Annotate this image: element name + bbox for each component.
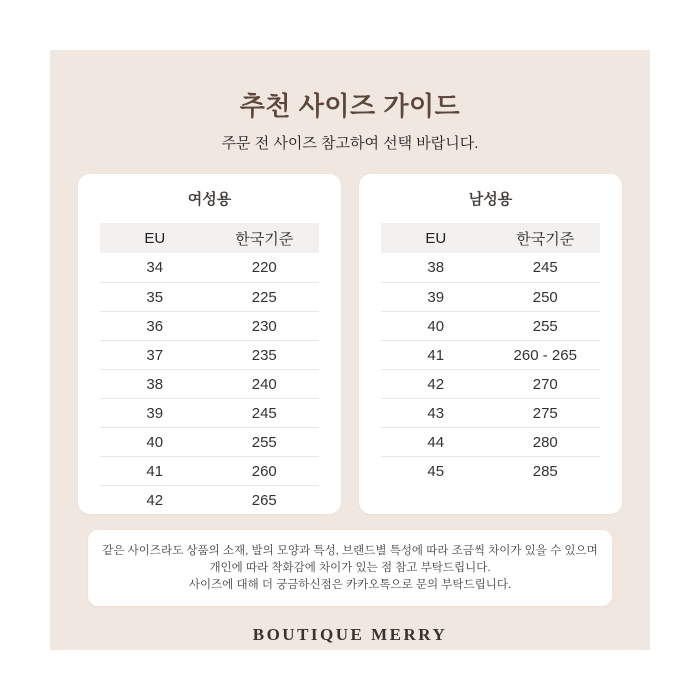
table-cell: 37	[146, 346, 164, 364]
notice-line: 같은 사이즈라도 상품의 소재, 발의 모양과 특성, 브랜드별 특성에 따라 조금씩 차이가 있을 수 있으며	[102, 544, 598, 557]
table-cell: 34	[146, 259, 164, 276]
table-row	[381, 282, 600, 311]
table-row	[381, 427, 600, 456]
table-cell: 42	[146, 491, 164, 509]
table-row	[100, 340, 319, 369]
women-size-card	[78, 174, 341, 514]
title-block	[50, 50, 650, 153]
table-cell: 255	[532, 317, 558, 335]
page-title: 추천 사이즈 가이드	[239, 91, 461, 121]
table-cell: 39	[146, 404, 164, 422]
table-cell: 38	[146, 375, 164, 393]
women-table-header	[100, 223, 319, 253]
table-row	[381, 456, 600, 485]
table-row	[100, 369, 319, 398]
table-row	[100, 456, 319, 485]
table-row	[100, 398, 319, 427]
table-cell: 235	[251, 346, 277, 364]
table-cell: 45	[427, 462, 445, 480]
men-size-table	[381, 223, 600, 485]
table-cell: 245	[251, 404, 277, 422]
column-header-kr: 한국기준	[235, 230, 294, 248]
page-subtitle: 주문 전 사이즈 참고하여 선택 바랍니다.	[221, 135, 479, 152]
men-size-card	[359, 174, 622, 514]
table-cell: 43	[427, 404, 445, 422]
notice-line: 개인에 따라 착화감에 차이가 있는 점 참고 부탁드립니다.	[209, 561, 491, 574]
table-row	[100, 282, 319, 311]
table-cell: 250	[532, 288, 558, 306]
column-header-kr: 한국기준	[516, 230, 575, 248]
women-table-title: 여성용	[187, 191, 232, 208]
table-row	[381, 311, 600, 340]
table-cell: 38	[427, 259, 445, 276]
table-cell: 36	[146, 317, 164, 335]
table-cell: 44	[427, 433, 445, 451]
table-cell: 280	[532, 433, 558, 451]
table-row	[381, 369, 600, 398]
men-table-body	[381, 253, 600, 485]
men-table-header	[381, 223, 600, 253]
table-cell: 40	[146, 433, 164, 451]
notice-line: 사이즈에 대해 더 궁금하신점은 카카오톡으로 문의 부탁드립니다.	[188, 578, 512, 591]
women-size-table	[100, 223, 319, 514]
table-cell: 230	[251, 317, 277, 335]
table-row	[100, 485, 319, 514]
table-row	[100, 311, 319, 340]
table-cell: 220	[251, 259, 277, 276]
table-row	[381, 340, 600, 369]
table-row	[381, 253, 600, 282]
table-cell: 41	[146, 462, 164, 480]
brand-logo-text: BOUTIQUE MERRY	[252, 625, 448, 644]
table-row	[100, 427, 319, 456]
table-cell: 275	[532, 404, 558, 422]
table-row	[381, 398, 600, 427]
size-notice-box	[88, 530, 612, 606]
table-cell: 40	[427, 317, 445, 335]
size-guide-panel	[50, 50, 650, 650]
table-cell: 265	[251, 491, 277, 509]
table-cell: 285	[532, 462, 558, 480]
table-row	[100, 253, 319, 282]
table-cell: 35	[146, 288, 164, 306]
table-cell: 260 - 265	[513, 346, 577, 364]
table-cell: 225	[251, 288, 277, 306]
table-cell: 41	[427, 346, 445, 364]
table-cell: 42	[427, 375, 445, 393]
table-cell: 245	[532, 259, 558, 276]
table-cell: 39	[427, 288, 445, 306]
size-tables-row	[50, 174, 650, 514]
table-cell: 255	[251, 433, 277, 451]
women-table-body	[100, 253, 319, 514]
table-cell: 240	[251, 375, 277, 393]
men-table-title: 남성용	[468, 191, 513, 208]
column-header-eu: EU	[425, 229, 447, 247]
column-header-eu: EU	[144, 229, 166, 247]
table-cell: 260	[251, 462, 277, 480]
table-cell: 270	[532, 375, 558, 393]
